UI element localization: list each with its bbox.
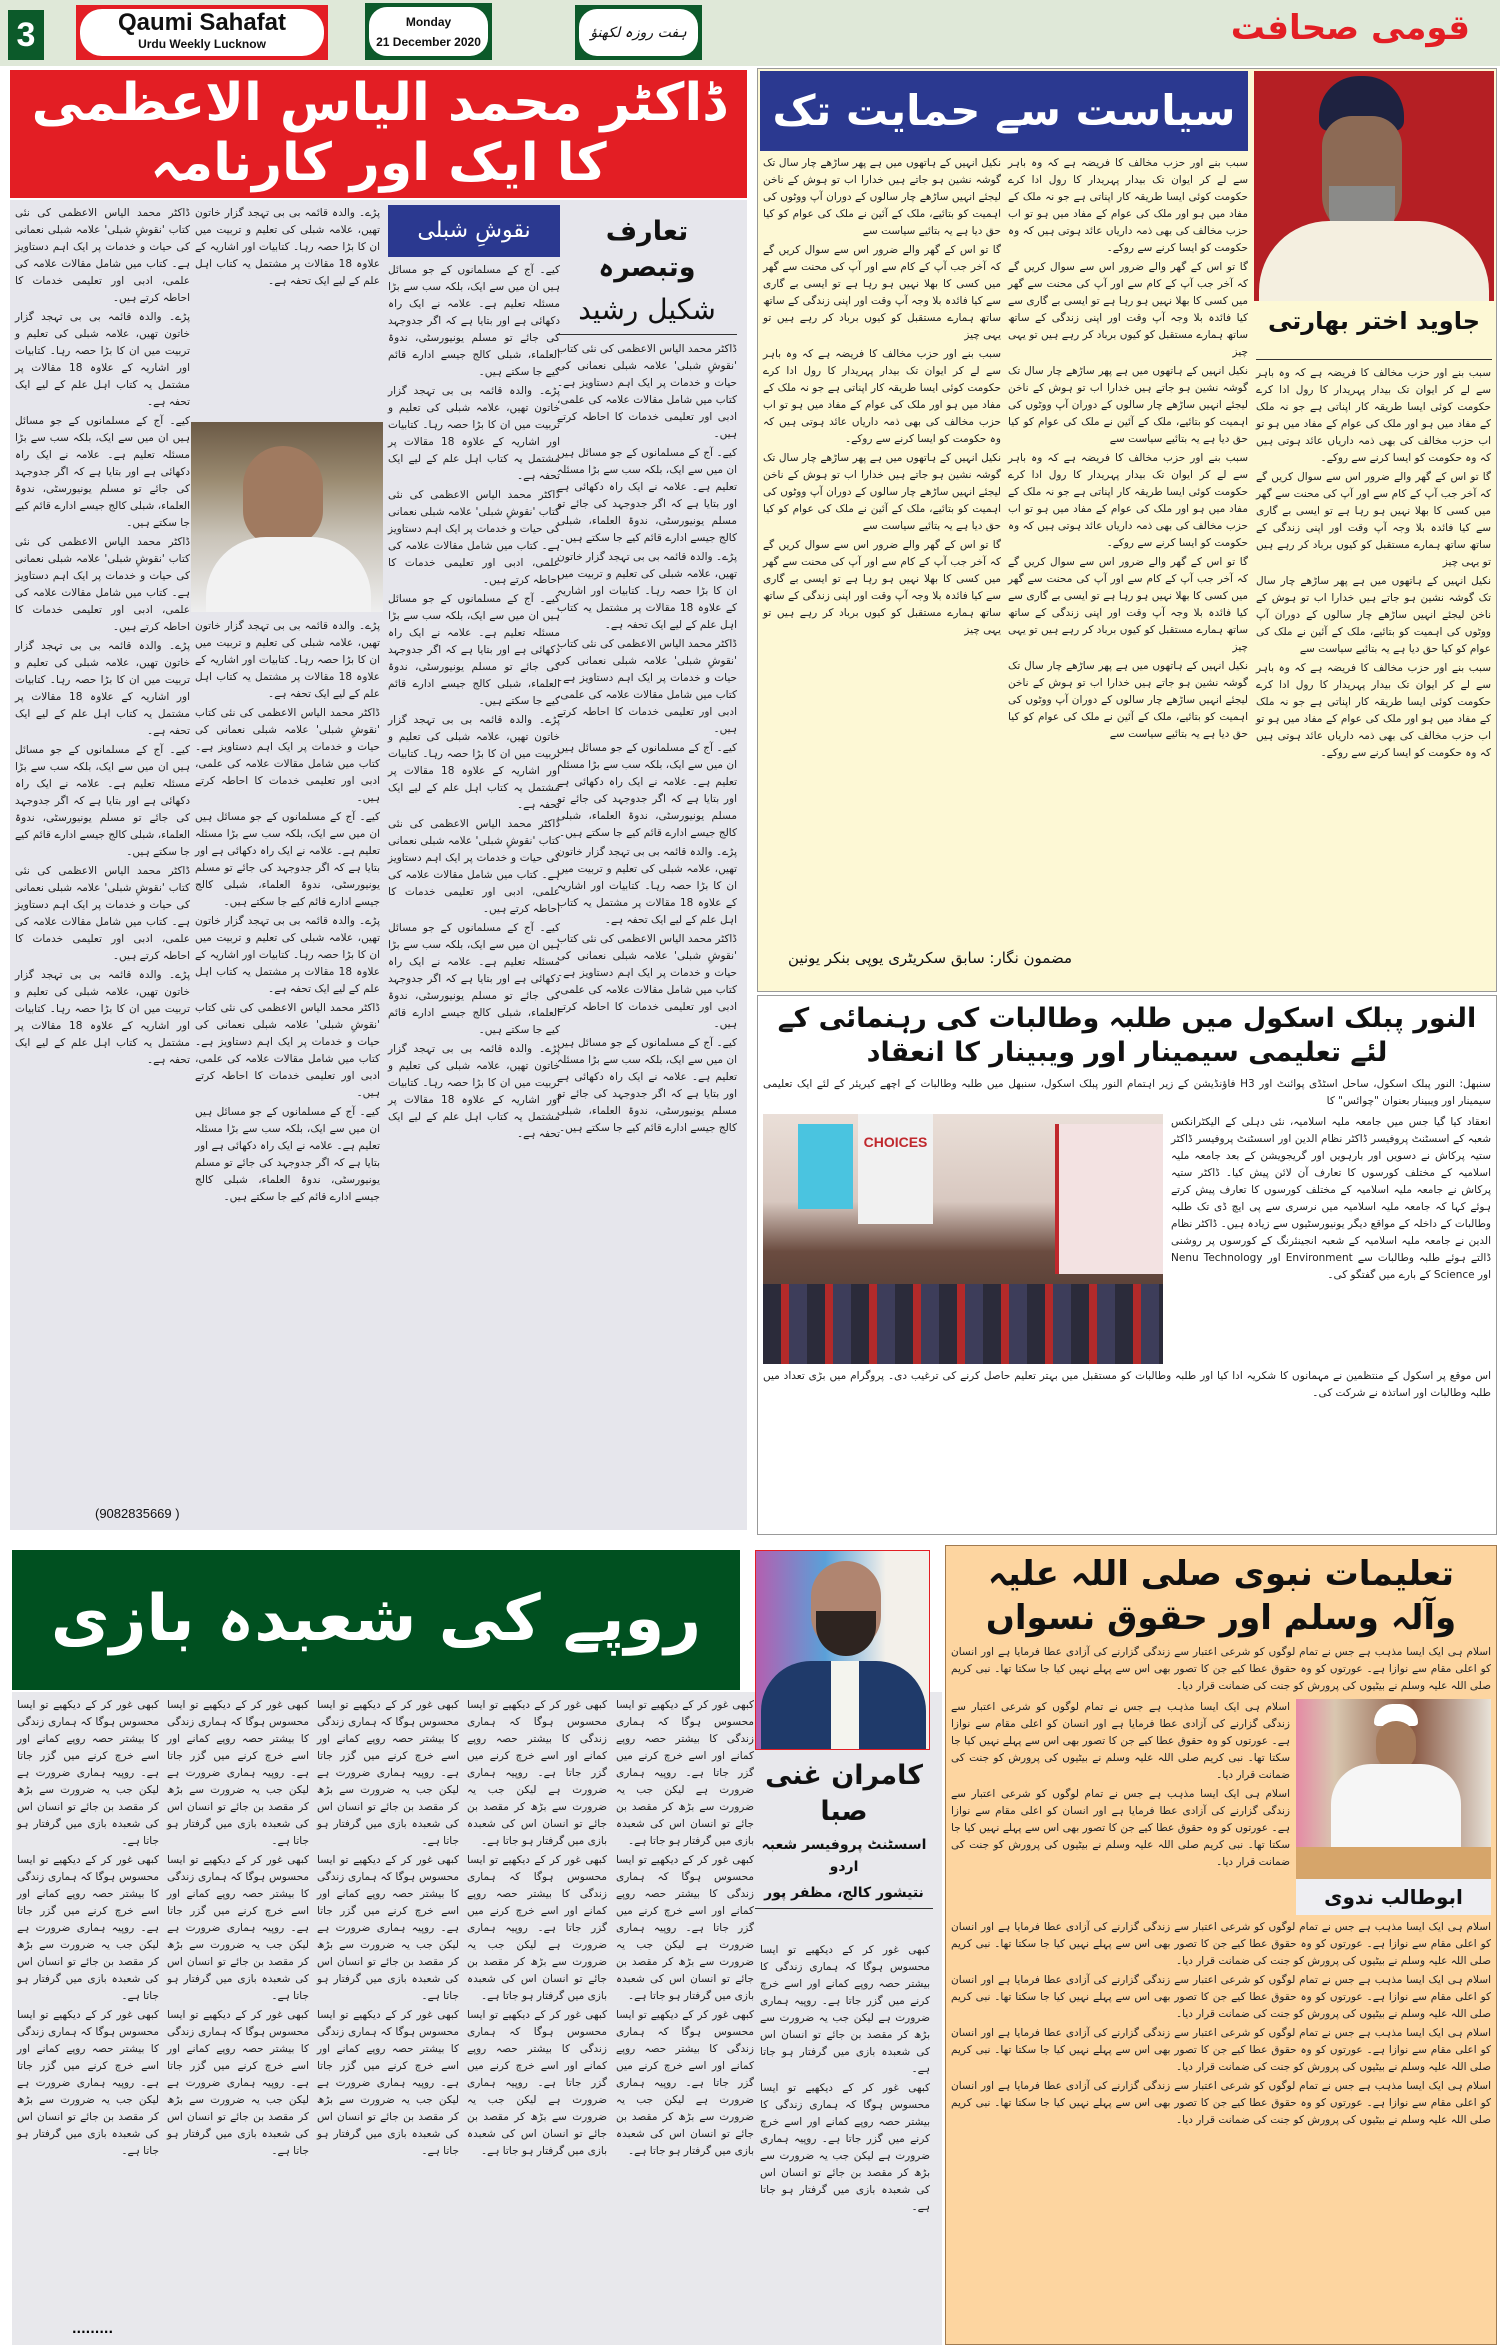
paragraph: سبب بنے اور حزب مخالف کا فریضہ ہے کہ وہ باہر سے لے کر ایوان تک بیدار پہریدار کا رول ادا کرے حکومت کوئی ایسا طریقہ کار اپناتی ہے جو نہ ملک کے مفاد میں ہو اور ملک کی عوام کے مفاد میں ہو تو اب حزب مخالف کی بھی ذمہ داریاں عائد ہوتی ہیں کہ وہ حکومت کو ایسا کرنے سے روکے۔ [1008, 452, 1248, 549]
politics-byline: مضمون نگار: سابق سکریٹری یوپی بنکر یونین [788, 949, 1072, 967]
paragraph: کبھی غور کر کے دیکھیے تو ایسا محسوس ہوگا کہ ہماری زندگی کا بیشتر حصہ روپے کمانے اور اسے خرچ کرنے میں گزر جاتا ہے۔ روپیہ ہماری ضرورت ہے لیکن جب یہ ضرورت سے بڑھ کر مقصد بن جائے تو انسان اس کی شعبدہ بازی میں گرفتار ہو جاتا ہے۔ [467, 2009, 607, 2157]
paragraph: کیے۔ آج کے مسلمانوں کے جو مسائل ہیں ان میں سے ایک، بلکہ سب سے بڑا مسئلہ تعلیم ہے۔ علامہ نے ایک راہ دکھائی ہے اور بتایا ہے کہ اگر جدوجہد کی جائے تو مسلم یونیورسٹی، ندوۃ العلماء، شبلی کالج جیسے ادارے قائم کیے جا سکتے ہیں۔ [195, 1106, 380, 1203]
paragraph: کبھی غور کر کے دیکھیے تو ایسا محسوس ہوگا کہ ہماری زندگی کا بیشتر حصہ روپے کمانے اور اسے خرچ کرنے میں گزر جاتا ہے۔ روپیہ ہماری ضرورت ہے لیکن جب یہ ضرورت سے بڑھ کر مقصد بن جائے تو انسان اس کی شعبدہ بازی میں گرفتار ہو جاتا ہے۔ [167, 1854, 309, 2002]
paragraph: اسلام ہی ایک ایسا مذہب ہے جس نے تمام لوگوں کو شرعی اعتبار سے زندگی گزارنے کی آزادی عطا فرمایا ہے اور انسان کو اعلی مقام سے نوازا ہے۔ عورتوں کو وہ حقوق عطا کیے جن کا تصور بھی اس سے پہلے نہیں کیا جا سکتا تھا۔ نبی کریم صلی اللہ علیہ وسلم نے بیٹیوں کی پرورش کو جنت کی ضمانت قرار دیا۔ [951, 2080, 1491, 2126]
author-photo [1296, 1699, 1491, 1879]
paragraph: سبب بنے اور حزب مخالف کا فریضہ ہے کہ وہ باہر سے لے کر ایوان تک بیدار پہریدار کا رول ادا کرے حکومت کوئی ایسا طریقہ کار اپناتی ہے جو نہ ملک کے مفاد میں ہو اور ملک کی عوام کے مفاد میں ہو تو اب حزب مخالف کی بھی ذمہ داریاں عائد ہوتی ہیں کہ وہ حکومت کو ایسا کرنے سے روکے۔ [1256, 367, 1491, 464]
paragraph: کیے۔ آج کے مسلمانوں کے جو مسائل ہیں ان میں سے ایک، بلکہ سب سے بڑا مسئلہ تعلیم ہے۔ علامہ نے ایک راہ دکھائی ہے اور بتایا ہے کہ اگر جدوجہد کی جائے تو مسلم یونیورسٹی، ندوۃ العلماء، شبلی کالج جیسے ادارے قائم کیے جا سکتے ہیں۔ [388, 593, 560, 707]
paragraph: اس موقع پر اسکول کے منتظمین نے مہمانوں کا شکریہ ادا کیا اور طلبہ وطالبات کو مستقبل میں بہتر تعلیم حاصل کرنے کی ترغیب دی۔ پروگرام میں بڑی تعداد میں طلبہ وطالبات اور اساتذہ نے شرکت کی۔ [763, 1370, 1491, 1399]
article-ending: ......... [72, 2322, 114, 2336]
day: Monday [405, 15, 452, 29]
weekly-box [575, 5, 702, 60]
paragraph: کیے۔ آج کے مسلمانوں کے جو مسائل ہیں ان میں سے ایک، بلکہ سب سے بڑا مسئلہ تعلیم ہے۔ علامہ نے ایک راہ دکھائی ہے اور بتایا ہے کہ اگر جدوجہد کی جائے تو مسلم یونیورسٹی، ندوۃ العلماء، شبلی کالج جیسے ادارے قائم کیے جا سکتے ہیں۔ [195, 811, 380, 908]
paragraph: کیے۔ آج کے مسلمانوں کے جو مسائل ہیں ان میں سے ایک، بلکہ سب سے بڑا مسئلہ تعلیم ہے۔ علامہ نے ایک راہ دکھائی ہے اور بتایا ہے کہ اگر جدوجہد کی جائے تو مسلم یونیورسٹی، ندوۃ العلماء، شبلی کالج جیسے ادارے قائم کیے جا سکتے ہیں۔ [557, 742, 737, 839]
book-column-2 [388, 262, 560, 1145]
book-column-3b [195, 618, 380, 1208]
paragraph: اسلام ہی ایک ایسا مذہب ہے جس نے تمام لوگوں کو شرعی اعتبار سے زندگی گزارنے کی آزادی عطا فرمایا ہے اور انسان کو اعلی مقام سے نوازا ہے۔ عورتوں کو وہ حقوق عطا کیے جن کا تصور بھی اس سے پہلے نہیں کیا جا سکتا تھا۔ نبی کریم صلی اللہ علیہ وسلم نے بیٹیوں کی پرورش کو جنت کی ضمانت قرار دیا۔ [951, 1921, 1491, 1967]
box-title: نقوشِ شبلی [388, 205, 560, 257]
politics-article [757, 68, 1497, 992]
paragraph: کبھی غور کر کے دیکھیے تو ایسا محسوس ہوگا کہ ہماری زندگی کا بیشتر حصہ روپے کمانے اور اسے خرچ کرنے میں گزر جاتا ہے۔ روپیہ ہماری ضرورت ہے لیکن جب یہ ضرورت سے بڑھ کر مقصد بن جائے تو انسان اس کی شعبدہ بازی میں گرفتار ہو جاتا ہے۔ [17, 2009, 159, 2157]
paragraph: پڑے۔ والدہ قائمہ بی بی تہجد گزار خاتون تھیں، علامہ شبلی کی تعلیم و تربیت میں ان کا بڑا حصہ رہا۔ کتابیات اور اشاریہ کے علاوہ 18 مقالات پر مشتمل یہ کتاب اہل علم کے لیے ایک تحفہ ہے۔ [388, 385, 560, 482]
paragraph: پڑے۔ والدہ قائمہ بی بی تہجد گزار خاتون تھیں، علامہ شبلی کی تعلیم و تربیت میں ان کا بڑا حصہ رہا۔ کتابیات اور اشاریہ کے علاوہ 18 مقالات پر مشتمل یہ کتاب اہل علم کے لیے ایک تحفہ ہے۔ [15, 969, 190, 1066]
women-column-top [951, 1699, 1290, 1873]
paragraph: اسلام ہی ایک ایسا مذہب ہے جس نے تمام لوگوں کو شرعی اعتبار سے زندگی گزارنے کی آزادی عطا فرمایا ہے اور انسان کو اعلی مقام سے نوازا ہے۔ عورتوں کو وہ حقوق عطا کیے جن کا تصور بھی اس سے پہلے نہیں کیا جا سکتا تھا۔ نبی کریم صلی اللہ علیہ وسلم نے بیٹیوں کی پرورش کو جنت کی ضمانت قرار دیا۔ [951, 2027, 1491, 2073]
paragraph: نکیل انہیں کے ہاتھوں میں ہے پھر ساڑھے چار سال تک گوشہ نشین ہو جاتے ہیں خدارا اب تو ہوش کے ناخن لیجئے انہیں ساڑھے چار سالوں کے دوران آپ ووٹوں کی اہمیت کو بتائیے، ملک کے آئین نے ملک کی عوام کو کیا حق دیا ہے یہ بتائیے سیاست سے [1008, 365, 1248, 445]
author-block [1296, 1699, 1491, 1915]
politics-column-1 [1256, 365, 1491, 764]
paragraph: کیے۔ آج کے مسلمانوں کے جو مسائل ہیں ان میں سے ایک، بلکہ سب سے بڑا مسئلہ تعلیم ہے۔ علامہ نے ایک راہ دکھائی ہے اور بتایا ہے کہ اگر جدوجہد کی جائے تو مسلم یونیورسٹی، ندوۃ العلماء، شبلی کالج جیسے ادارے قائم کیے جا سکتے ہیں۔ [388, 264, 560, 378]
paragraph: ڈاکٹر محمد الیاس الاعظمی کی نئی کتاب 'نقوشِ شبلی' علامہ شبلی نعمانی کی حیات و خدمات پر ایک اہم دستاویز ہے۔ کتاب میں شامل مقالات علامہ کی علمی، ادبی اور تعلیمی خدمات کا احاطہ کرتے ہیں۔ [388, 489, 560, 586]
paragraph: پڑے۔ والدہ قائمہ بی بی تہجد گزار خاتون تھیں، علامہ شبلی کی تعلیم و تربیت میں ان کا بڑا حصہ رہا۔ کتابیات اور اشاریہ کے علاوہ 18 مقالات پر مشتمل یہ کتاب اہل علم کے لیے ایک تحفہ ہے۔ [15, 311, 190, 408]
women-rights-headline: تعلیمات نبوی صلی اللہ علیہ وآلہ وسلم اور حقوق نسواں [985, 1554, 1457, 1638]
paragraph: کبھی غور کر کے دیکھیے تو ایسا محسوس ہوگا کہ ہماری زندگی کا بیشتر حصہ روپے کمانے اور اسے خرچ کرنے میں گزر جاتا ہے۔ روپیہ ہماری ضرورت ہے لیکن جب یہ ضرورت سے بڑھ کر مقصد بن جائے تو انسان اس کی شعبدہ بازی میں گرفتار ہو جاتا ہے۔ [467, 1854, 607, 2002]
page-number: 3 [8, 10, 44, 60]
paragraph: گا تو اس کے گھر والے ضرور اس سے سوال کریں گے کہ آخر جب آپ کے کام سے اور آپ کی محنت سے گھر میں کسی کا بھلا نہیں ہو رہا ہے تو ایسی بے گاری سے کیا فائدہ بلا وجہ آپ وقت اور اپنی زندگی کے ساتھ ساتھ ہمارے مستقبل کو کیوں برباد کر رہے ہیں تو یہی چیز [1256, 471, 1491, 568]
paragraph: ڈاکٹر محمد الیاس الاعظمی کی نئی کتاب 'نقوشِ شبلی' علامہ شبلی نعمانی کی حیات و خدمات پر ایک اہم دستاویز ہے۔ کتاب میں شامل مقالات علامہ کی علمی، ادبی اور تعلیمی خدمات کا احاطہ کرتے ہیں۔ [15, 536, 190, 633]
logo-urdu: قومی صحافت [1230, 8, 1470, 48]
paragraph: پڑے۔ والدہ قائمہ بی بی تہجد گزار خاتون تھیں، علامہ شبلی کی تعلیم و تربیت میں ان کا بڑا حصہ رہا۔ کتابیات اور اشاریہ کے علاوہ 18 مقالات پر مشتمل یہ کتاب اہل علم کے لیے ایک تحفہ ہے۔ [557, 551, 737, 631]
author-caption [755, 1758, 933, 1909]
author-photo [755, 1550, 930, 1750]
paragraph: کیے۔ آج کے مسلمانوں کے جو مسائل ہیں ان میں سے ایک، بلکہ سب سے بڑا مسئلہ تعلیم ہے۔ علامہ نے ایک راہ دکھائی ہے اور بتایا ہے کہ اگر جدوجہد کی جائے تو مسلم یونیورسٹی، ندوۃ العلماء، شبلی کالج جیسے ادارے قائم کیے جا سکتے ہیں۔ [388, 922, 560, 1036]
rupee-column-4 [317, 1697, 459, 2162]
paragraph: نکیل انہیں کے ہاتھوں میں ہے پھر ساڑھے چار سال تک گوشہ نشین ہو جاتے ہیں خدارا اب تو ہوش کے ناخن لیجئے انہیں ساڑھے چار سالوں کے دوران آپ ووٹوں کی اہمیت کو بتائیے، ملک کے آئین نے ملک کی عوام کو کیا حق دیا ہے یہ بتائیے سیاست سے [1008, 660, 1248, 740]
paragraph: کیے۔ آج کے مسلمانوں کے جو مسائل ہیں ان میں سے ایک، بلکہ سب سے بڑا مسئلہ تعلیم ہے۔ علامہ نے ایک راہ دکھائی ہے اور بتایا ہے کہ اگر جدوجہد کی جائے تو مسلم یونیورسٹی، ندوۃ العلماء، شبلی کالج جیسے ادارے قائم کیے جا سکتے ہیں۔ [15, 744, 190, 858]
paragraph: پڑے۔ والدہ قائمہ بی بی تہجد گزار خاتون تھیں، علامہ شبلی کی تعلیم و تربیت میں ان کا بڑا حصہ رہا۔ کتابیات اور اشاریہ کے علاوہ 18 مقالات پر مشتمل یہ کتاب اہل علم کے لیے ایک تحفہ ہے۔ [15, 640, 190, 737]
paragraph: نکیل انہیں کے ہاتھوں میں ہے پھر ساڑھے چار سال تک گوشہ نشین ہو جاتے ہیں خدارا اب تو ہوش کے ناخن لیجئے انہیں ساڑھے چار سالوں کے دوران آپ ووٹوں کی اہمیت کو بتائیے، ملک کے آئین نے ملک کی عوام کو کیا حق دیا ہے یہ بتائیے سیاست سے [1256, 575, 1491, 655]
author-photo [1254, 71, 1494, 301]
paragraph: کبھی غور کر کے دیکھیے تو ایسا محسوس ہوگا کہ ہماری زندگی کا بیشتر حصہ روپے کمانے اور اسے خرچ کرنے میں گزر جاتا ہے۔ روپیہ ہماری ضرورت ہے لیکن جب یہ ضرورت سے بڑھ کر مقصد بن جائے تو انسان اس کی شعبدہ بازی میں گرفتار ہو جاتا ہے۔ [760, 1944, 930, 2075]
politics-column-3 [763, 155, 1001, 641]
paragraph: کبھی غور کر کے دیکھیے تو ایسا محسوس ہوگا کہ ہماری زندگی کا بیشتر حصہ روپے کمانے اور اسے خرچ کرنے میں گزر جاتا ہے۔ روپیہ ہماری ضرورت ہے لیکن جب یہ ضرورت سے بڑھ کر مقصد بن جائے تو انسان اس کی شعبدہ بازی میں گرفتار ہو جاتا ہے۔ [317, 2009, 459, 2157]
paragraph: ڈاکٹر محمد الیاس الاعظمی کی نئی کتاب 'نقوشِ شبلی' علامہ شبلی نعمانی کی حیات و خدمات پر ایک اہم دستاویز ہے۔ کتاب میں شامل مقالات علامہ کی علمی، ادبی اور تعلیمی خدمات کا احاطہ کرتے ہیں۔ [388, 818, 560, 915]
author-name: شکیل رشید [578, 293, 716, 326]
paragraph: گا تو اس کے گھر والے ضرور اس سے سوال کریں گے کہ آخر جب آپ کے کام سے اور آپ کی محنت سے گھر میں کسی کا بھلا نہیں ہو رہا ہے تو ایسی بے گاری سے کیا فائدہ بلا وجہ آپ وقت اور اپنی زندگی کے ساتھ ساتھ ہمارے مستقبل کو کیوں برباد کر رہے ہیں تو یہی چیز [1008, 261, 1248, 358]
paragraph: کبھی غور کر کے دیکھیے تو ایسا محسوس ہوگا کہ ہماری زندگی کا بیشتر حصہ روپے کمانے اور اسے خرچ کرنے میں گزر جاتا ہے۔ روپیہ ہماری ضرورت ہے لیکن جب یہ ضرورت سے بڑھ کر مقصد بن جائے تو انسان اس کی شعبدہ بازی میں گرفتار ہو جاتا ہے۔ [167, 2009, 309, 2157]
weekly-label: ہفت روزہ لکھنؤ [579, 9, 698, 56]
author-name: کامران غنی صبا [765, 1760, 923, 1827]
politics-headline: سیاست سے حمایت تک [760, 71, 1248, 151]
seminar-column-top: انعقاد کیا گیا جس میں جامعہ ملیہ اسلامیہ، نئی دہلی کے الیکٹرانکس شعبہ کے اسسٹنٹ پروفیسر ڈاکٹر نظام الدین اور اسسٹنٹ پروفیسر ڈاکٹر ستیہ پرکاش نے دسویں اور بارہویں اور گریجویشن کے بعد جامعہ ملیہ اسلامیہ کے مختلف کورسوں کا تعارف آن لائن پیش کیا۔ ڈاکٹر ستیہ پرکاش نے جامعہ ملیہ اسلامیہ کے مختلف کورسوں کا تعارف پیش کرتے ہوئے کہا کہ جامعہ ملیہ اسلامیہ میں نرسری سے پی ایچ ڈی تک طلبہ وطالبات کے داخلہ کے مواقع دیگر یونیورسٹیوں سے زیادہ ہیں۔ ڈاکٹر نظام الدین نے جامعہ ملیہ اسلامیہ کے شعبہ انجینئرنگ کے کورسوں پر روشنی ڈالتے ہوئے طلبہ وطالبات سے Environment اور Nenu Technology اور Science کے بارے میں گفتگو کی۔ [1171, 1116, 1492, 1281]
seminar-body-row [763, 1114, 1491, 1364]
women-rights-article [945, 1545, 1497, 2345]
author-college: نتیشور کالج، مظفر پور [764, 1885, 924, 1901]
paragraph: اسلام ہی ایک ایسا مذہب ہے جس نے تمام لوگوں کو شرعی اعتبار سے زندگی گزارنے کی آزادی عطا فرمایا ہے اور انسان کو اعلی مقام سے نوازا ہے۔ عورتوں کو وہ حقوق عطا کیے جن کا تصور بھی اس سے پہلے نہیں کیا جا سکتا تھا۔ نبی کریم صلی اللہ علیہ وسلم نے بیٹیوں کی پرورش کو جنت کی ضمانت قرار دیا۔ [951, 1701, 1290, 1781]
date-box [365, 3, 492, 60]
paragraph: گا تو اس کے گھر والے ضرور اس سے سوال کریں گے کہ آخر جب آپ کے کام سے اور آپ کی محنت سے گھر میں کسی کا بھلا نہیں ہو رہا ہے تو ایسی بے گاری سے کیا فائدہ بلا وجہ آپ وقت اور اپنی زندگی کے ساتھ ساتھ ہمارے مستقبل کو کیوں برباد کر رہے ہیں تو یہی چیز [1008, 556, 1248, 653]
rupee-column-5 [167, 1697, 309, 2162]
paragraph: کبھی غور کر کے دیکھیے تو ایسا محسوس ہوگا کہ ہماری زندگی کا بیشتر حصہ روپے کمانے اور اسے خرچ کرنے میں گزر جاتا ہے۔ روپیہ ہماری ضرورت ہے لیکن جب یہ ضرورت سے بڑھ کر مقصد بن جائے تو انسان اس کی شعبدہ بازی میں گرفتار ہو جاتا ہے۔ [467, 1699, 607, 1847]
paragraph: کیے۔ آج کے مسلمانوں کے جو مسائل ہیں ان میں سے ایک، بلکہ سب سے بڑا مسئلہ تعلیم ہے۔ علامہ نے ایک راہ دکھائی ہے اور بتایا ہے کہ اگر جدوجہد کی جائے تو مسلم یونیورسٹی، ندوۃ العلماء، شبلی کالج جیسے ادارے قائم کیے جا سکتے ہیں۔ [15, 415, 190, 529]
paragraph: پڑے۔ والدہ قائمہ بی بی تہجد گزار خاتون تھیں، علامہ شبلی کی تعلیم و تربیت میں ان کا بڑا حصہ رہا۔ کتابیات اور اشاریہ کے علاوہ 18 مقالات پر مشتمل یہ کتاب اہل علم کے لیے ایک تحفہ ہے۔ [195, 915, 380, 995]
paragraph: کبھی غور کر کے دیکھیے تو ایسا محسوس ہوگا کہ ہماری زندگی کا بیشتر حصہ روپے کمانے اور اسے خرچ کرنے میں گزر جاتا ہے۔ روپیہ ہماری ضرورت ہے لیکن جب یہ ضرورت سے بڑھ کر مقصد بن جائے تو انسان اس کی شعبدہ بازی میں گرفتار ہو جاتا ہے۔ [616, 1699, 754, 1847]
paragraph: کبھی غور کر کے دیکھیے تو ایسا محسوس ہوگا کہ ہماری زندگی کا بیشتر حصہ روپے کمانے اور اسے خرچ کرنے میں گزر جاتا ہے۔ روپیہ ہماری ضرورت ہے لیکن جب یہ ضرورت سے بڑھ کر مقصد بن جائے تو انسان اس کی شعبدہ بازی میں گرفتار ہو جاتا ہے۔ [17, 1699, 159, 1847]
paragraph: ڈاکٹر محمد الیاس الاعظمی کی نئی کتاب 'نقوشِ شبلی' علامہ شبلی نعمانی کی حیات و خدمات پر ایک اہم دستاویز ہے۔ کتاب میں شامل مقالات علامہ کی علمی، ادبی اور تعلیمی خدمات کا احاطہ کرتے ہیں۔ [557, 638, 737, 735]
paragraph: کبھی غور کر کے دیکھیے تو ایسا محسوس ہوگا کہ ہماری زندگی کا بیشتر حصہ روپے کمانے اور اسے خرچ کرنے میں گزر جاتا ہے۔ روپیہ ہماری ضرورت ہے لیکن جب یہ ضرورت سے بڑھ کر مقصد بن جائے تو انسان اس کی شعبدہ بازی میں گرفتار ہو جاتا ہے۔ [760, 2082, 930, 2213]
politics-column-2 [1008, 155, 1248, 745]
rupee-column-3 [467, 1697, 607, 2162]
paragraph: کبھی غور کر کے دیکھیے تو ایسا محسوس ہوگا کہ ہماری زندگی کا بیشتر حصہ روپے کمانے اور اسے خرچ کرنے میں گزر جاتا ہے۔ روپیہ ہماری ضرورت ہے لیکن جب یہ ضرورت سے بڑھ کر مقصد بن جائے تو انسان اس کی شعبدہ بازی میں گرفتار ہو جاتا ہے۔ [17, 1854, 159, 2002]
rupee-column-2 [616, 1697, 754, 2162]
paragraph: سبب بنے اور حزب مخالف کا فریضہ ہے کہ وہ باہر سے لے کر ایوان تک بیدار پہریدار کا رول ادا کرے حکومت کوئی ایسا طریقہ کار اپناتی ہے جو نہ ملک کے مفاد میں ہو اور ملک کی عوام کے مفاد میں ہو تو اب حزب مخالف کی بھی ذمہ داریاں عائد ہوتی ہیں کہ وہ حکومت کو ایسا کرنے سے روکے۔ [763, 348, 1001, 445]
brand-subtitle: Urdu Weekly Lucknow [138, 37, 266, 51]
paragraph: نکیل انہیں کے ہاتھوں میں ہے پھر ساڑھے چار سال تک گوشہ نشین ہو جاتے ہیں خدارا اب تو ہوش کے ناخن لیجئے انہیں ساڑھے چار سالوں کے دوران آپ ووٹوں کی اہمیت کو بتائیے، ملک کے آئین نے ملک کی عوام کو کیا حق دیا ہے یہ بتائیے سیاست سے [763, 157, 1001, 237]
author-designation: اسسٹنٹ پروفیسر شعبہ اردو [761, 1837, 927, 1875]
book-column-4 [15, 205, 190, 1071]
masthead [0, 0, 1500, 66]
seminar-headline: النور پبلک اسکول میں طلبہ وطالبات کی رہنمائی کے لئے تعلیمی سیمینار اور ویبینار کا انعقاد [777, 1003, 1477, 1068]
paragraph: گا تو اس کے گھر والے ضرور اس سے سوال کریں گے کہ آخر جب آپ کے کام سے اور آپ کی محنت سے گھر میں کسی کا بھلا نہیں ہو رہا ہے تو ایسی بے گاری سے کیا فائدہ بلا وجہ آپ وقت اور اپنی زندگی کے ساتھ ساتھ ہمارے مستقبل کو کیوں برباد کر رہے ہیں تو یہی چیز [763, 539, 1001, 636]
contact-number: (9082835669 ) [95, 1506, 180, 1521]
rupee-headline: روپے کی شعبدہ بازی [12, 1550, 740, 1690]
rupee-column-6 [17, 1697, 159, 2162]
choices-banner: CHOICES [858, 1114, 933, 1224]
women-intro: اسلام ہی ایک ایسا مذہب ہے جس نے تمام لوگوں کو شرعی اعتبار سے زندگی گزارنے کی آزادی عطا فرمایا ہے اور انسان کو اعلی مقام سے نوازا ہے۔ عورتوں کو وہ حقوق عطا کیے جن کا تصور بھی اس سے پہلے نہیں کیا جا سکتا تھا۔ نبی کریم صلی اللہ علیہ وسلم نے بیٹیوں کی پرورش کو جنت کی ضمانت قرار دیا۔ [951, 1646, 1491, 1692]
book-article [10, 200, 747, 1530]
book-column-1 [557, 341, 737, 1137]
paragraph: پڑے۔ والدہ قائمہ بی بی تہجد گزار خاتون تھیں، علامہ شبلی کی تعلیم و تربیت میں ان کا بڑا حصہ رہا۔ کتابیات اور اشاریہ کے علاوہ 18 مقالات پر مشتمل یہ کتاب اہل علم کے لیے ایک تحفہ ہے۔ [195, 620, 380, 700]
paragraph: پڑے۔ والدہ قائمہ بی بی تہجد گزار خاتون تھیں، علامہ شبلی کی تعلیم و تربیت میں ان کا بڑا حصہ رہا۔ کتابیات اور اشاریہ کے علاوہ 18 مقالات پر مشتمل یہ کتاب اہل علم کے لیے ایک تحفہ ہے۔ [388, 714, 560, 811]
date: 21 December 2020 [376, 35, 481, 49]
paragraph: کیے۔ آج کے مسلمانوں کے جو مسائل ہیں ان میں سے ایک، بلکہ سب سے بڑا مسئلہ تعلیم ہے۔ علامہ نے ایک راہ دکھائی ہے اور بتایا ہے کہ اگر جدوجہد کی جائے تو مسلم یونیورسٹی، ندوۃ العلماء، شبلی کالج جیسے ادارے قائم کیے جا سکتے ہیں۔ [557, 1037, 737, 1134]
women-body-row [951, 1699, 1491, 1915]
paragraph: پڑے۔ والدہ قائمہ بی بی تہجد گزار خاتون تھیں، علامہ شبلی کی تعلیم و تربیت میں ان کا بڑا حصہ رہا۔ کتابیات اور اشاریہ کے علاوہ 18 مقالات پر مشتمل یہ کتاب اہل علم کے لیے ایک تحفہ ہے۔ [557, 846, 737, 926]
rupee-column-1 [760, 1942, 930, 2218]
paragraph: کبھی غور کر کے دیکھیے تو ایسا محسوس ہوگا کہ ہماری زندگی کا بیشتر حصہ روپے کمانے اور اسے خرچ کرنے میں گزر جاتا ہے۔ روپیہ ہماری ضرورت ہے لیکن جب یہ ضرورت سے بڑھ کر مقصد بن جائے تو انسان اس کی شعبدہ بازی میں گرفتار ہو جاتا ہے۔ [317, 1699, 459, 1847]
paragraph: ڈاکٹر محمد الیاس الاعظمی کی نئی کتاب 'نقوشِ شبلی' علامہ شبلی نعمانی کی حیات و خدمات پر ایک اہم دستاویز ہے۔ کتاب میں شامل مقالات علامہ کی علمی، ادبی اور تعلیمی خدمات کا احاطہ کرتے ہیں۔ [557, 933, 737, 1030]
paragraph: گا تو اس کے گھر والے ضرور اس سے سوال کریں گے کہ آخر جب آپ کے کام سے اور آپ کی محنت سے گھر میں کسی کا بھلا نہیں ہو رہا ہے تو ایسی بے گاری سے کیا فائدہ بلا وجہ آپ وقت اور اپنی زندگی کے ساتھ ساتھ ہمارے مستقبل کو کیوں برباد کر رہے ہیں تو یہی چیز [763, 244, 1001, 341]
brand-box [76, 5, 328, 60]
paragraph: نکیل انہیں کے ہاتھوں میں ہے پھر ساڑھے چار سال تک گوشہ نشین ہو جاتے ہیں خدارا اب تو ہوش کے ناخن لیجئے انہیں ساڑھے چار سالوں کے دوران آپ ووٹوں کی اہمیت کو بتائیے، ملک کے آئین نے ملک کی عوام کو کیا حق دیا ہے یہ بتائیے سیاست سے [763, 452, 1001, 532]
book-headline: ڈاکٹر محمد الیاس الاعظمی کا ایک اور کارنامہ [10, 70, 747, 198]
paragraph: ڈاکٹر محمد الیاس الاعظمی کی نئی کتاب 'نقوشِ شبلی' علامہ شبلی نعمانی کی حیات و خدمات پر ایک اہم دستاویز ہے۔ کتاب میں شامل مقالات علامہ کی علمی، ادبی اور تعلیمی خدمات کا احاطہ کرتے ہیں۔ [195, 1002, 380, 1099]
seminar-photo [763, 1114, 1163, 1364]
seminar-column-bottom [763, 1368, 1491, 1402]
paragraph: اسلام ہی ایک ایسا مذہب ہے جس نے تمام لوگوں کو شرعی اعتبار سے زندگی گزارنے کی آزادی عطا فرمایا ہے اور انسان کو اعلی مقام سے نوازا ہے۔ عورتوں کو وہ حقوق عطا کیے جن کا تصور بھی اس سے پہلے نہیں کیا جا سکتا تھا۔ نبی کریم صلی اللہ علیہ وسلم نے بیٹیوں کی پرورش کو جنت کی ضمانت قرار دیا۔ [951, 1974, 1491, 2020]
paragraph: ڈاکٹر محمد الیاس الاعظمی کی نئی کتاب 'نقوشِ شبلی' علامہ شبلی نعمانی کی حیات و خدمات پر ایک اہم دستاویز ہے۔ کتاب میں شامل مقالات علامہ کی علمی، ادبی اور تعلیمی خدمات کا احاطہ کرتے ہیں۔ [15, 865, 190, 962]
seminar-article [757, 995, 1497, 1535]
divider [755, 1908, 933, 1909]
brand-title: Qaumi Sahafat [117, 9, 287, 36]
women-column-bottom [951, 1919, 1491, 2129]
paragraph: کبھی غور کر کے دیکھیے تو ایسا محسوس ہوگا کہ ہماری زندگی کا بیشتر حصہ روپے کمانے اور اسے خرچ کرنے میں گزر جاتا ہے۔ روپیہ ہماری ضرورت ہے لیکن جب یہ ضرورت سے بڑھ کر مقصد بن جائے تو انسان اس کی شعبدہ بازی میں گرفتار ہو جاتا ہے۔ [317, 1854, 459, 2002]
paragraph: کبھی غور کر کے دیکھیے تو ایسا محسوس ہوگا کہ ہماری زندگی کا بیشتر حصہ روپے کمانے اور اسے خرچ کرنے میں گزر جاتا ہے۔ روپیہ ہماری ضرورت ہے لیکن جب یہ ضرورت سے بڑھ کر مقصد بن جائے تو انسان اس کی شعبدہ بازی میں گرفتار ہو جاتا ہے۔ [616, 2009, 754, 2157]
paragraph: پڑے۔ والدہ قائمہ بی بی تہجد گزار خاتون تھیں، علامہ شبلی کی تعلیم و تربیت میں ان کا بڑا حصہ رہا۔ کتابیات اور اشاریہ کے علاوہ 18 مقالات پر مشتمل یہ کتاب اہل علم کے لیے ایک تحفہ ہے۔ [388, 1043, 560, 1140]
paragraph: کیے۔ آج کے مسلمانوں کے جو مسائل ہیں ان میں سے ایک، بلکہ سب سے بڑا مسئلہ تعلیم ہے۔ علامہ نے ایک راہ دکھائی ہے اور بتایا ہے کہ اگر جدوجہد کی جائے تو مسلم یونیورسٹی، ندوۃ العلماء، شبلی کالج جیسے ادارے قائم کیے جا سکتے ہیں۔ [557, 447, 737, 544]
paragraph: سبب بنے اور حزب مخالف کا فریضہ ہے کہ وہ باہر سے لے کر ایوان تک بیدار پہریدار کا رول ادا کرے حکومت کوئی ایسا طریقہ کار اپناتی ہے جو نہ ملک کے مفاد میں ہو اور ملک کی عوام کے مفاد میں ہو تو اب حزب مخالف کی بھی ذمہ داریاں عائد ہوتی ہیں کہ وہ حکومت کو ایسا کرنے سے روکے۔ [1256, 662, 1491, 759]
author-name: ابوطالب ندوی [1296, 1879, 1491, 1915]
paragraph: کبھی غور کر کے دیکھیے تو ایسا محسوس ہوگا کہ ہماری زندگی کا بیشتر حصہ روپے کمانے اور اسے خرچ کرنے میں گزر جاتا ہے۔ روپیہ ہماری ضرورت ہے لیکن جب یہ ضرورت سے بڑھ کر مقصد بن جائے تو انسان اس کی شعبدہ بازی میں گرفتار ہو جاتا ہے۔ [616, 1854, 754, 2002]
paragraph: سبب بنے اور حزب مخالف کا فریضہ ہے کہ وہ باہر سے لے کر ایوان تک بیدار پہریدار کا رول ادا کرے حکومت کوئی ایسا طریقہ کار اپناتی ہے جو نہ ملک کے مفاد میں ہو اور ملک کی عوام کے مفاد میں ہو تو اب حزب مخالف کی بھی ذمہ داریاں عائد ہوتی ہیں کہ وہ حکومت کو ایسا کرنے سے روکے۔ [1008, 157, 1248, 254]
author-name: جاوید اختر بھارتی [1267, 307, 1481, 335]
book-column-3a [195, 205, 380, 292]
section-title: تعارف وتبصرہ [598, 216, 696, 283]
divider [557, 334, 737, 335]
seminar-lead: سنبھل: النور پبلک اسکول، ساحل اسٹڈی پوائنٹ اور H3 فاؤنڈیشن کے زیر اہتمام النور پبلک اسکول، سنبھل میں طلبہ وطالبات کے اچھے کیریئر کے لئے ایک تعلیمی سیمینار اور ویبینار بعنوان "چوائس" کا [763, 1078, 1491, 1107]
paragraph: ڈاکٹر محمد الیاس الاعظمی کی نئی کتاب 'نقوشِ شبلی' علامہ شبلی نعمانی کی حیات و خدمات پر ایک اہم دستاویز ہے۔ کتاب میں شامل مقالات علامہ کی علمی، ادبی اور تعلیمی خدمات کا احاطہ کرتے ہیں۔ [15, 207, 190, 304]
paragraph: پڑے۔ والدہ قائمہ بی بی تہجد گزار خاتون تھیں، علامہ شبلی کی تعلیم و تربیت میں ان کا بڑا حصہ رہا۔ کتابیات اور اشاریہ کے علاوہ 18 مقالات پر مشتمل یہ کتاب اہل علم کے لیے ایک تحفہ ہے۔ [195, 207, 380, 287]
paragraph: اسلام ہی ایک ایسا مذہب ہے جس نے تمام لوگوں کو شرعی اعتبار سے زندگی گزارنے کی آزادی عطا فرمایا ہے اور انسان کو اعلی مقام سے نوازا ہے۔ عورتوں کو وہ حقوق عطا کیے جن کا تصور بھی اس سے پہلے نہیں کیا جا سکتا تھا۔ نبی کریم صلی اللہ علیہ وسلم نے بیٹیوں کی پرورش کو جنت کی ضمانت قرار دیا۔ [951, 1788, 1290, 1868]
paragraph: ڈاکٹر محمد الیاس الاعظمی کی نئی کتاب 'نقوشِ شبلی' علامہ شبلی نعمانی کی حیات و خدمات پر ایک اہم دستاویز ہے۔ کتاب میں شامل مقالات علامہ کی علمی، ادبی اور تعلیمی خدمات کا احاطہ کرتے ہیں۔ [195, 707, 380, 804]
book-right-column [557, 214, 737, 1139]
author-photo [191, 422, 383, 612]
paragraph: ڈاکٹر محمد الیاس الاعظمی کی نئی کتاب 'نقوشِ شبلی' علامہ شبلی نعمانی کی حیات و خدمات پر ایک اہم دستاویز ہے۔ کتاب میں شامل مقالات علامہ کی علمی، ادبی اور تعلیمی خدمات کا احاطہ کرتے ہیں۔ [557, 343, 737, 440]
paragraph: کبھی غور کر کے دیکھیے تو ایسا محسوس ہوگا کہ ہماری زندگی کا بیشتر حصہ روپے کمانے اور اسے خرچ کرنے میں گزر جاتا ہے۔ روپیہ ہماری ضرورت ہے لیکن جب یہ ضرورت سے بڑھ کر مقصد بن جائے تو انسان اس کی شعبدہ بازی میں گرفتار ہو جاتا ہے۔ [167, 1699, 309, 1847]
